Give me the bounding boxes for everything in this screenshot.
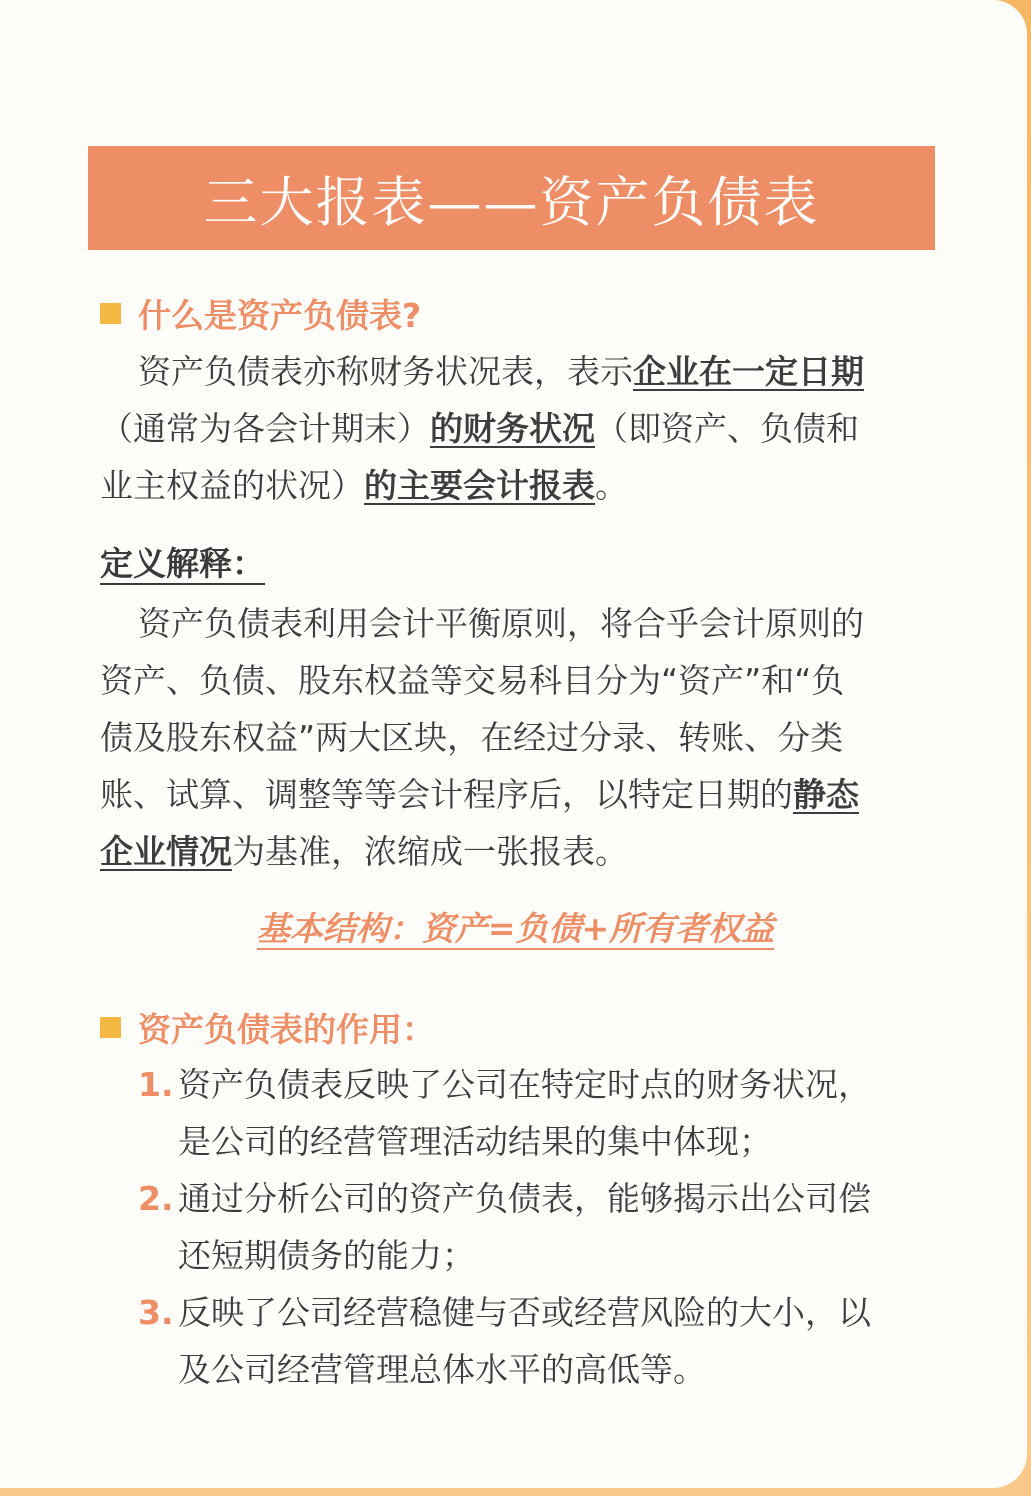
emphasis-text: 企业在一定日期 (633, 352, 864, 391)
section-heading-function (100, 1004, 435, 1051)
formula-text: 基本结构：资产=负债+所有者权益 (256, 909, 775, 948)
page-title: 三大报表——资产负债表 (203, 170, 820, 234)
text-run: 。 (595, 466, 628, 505)
paragraph-line (100, 457, 936, 514)
text-run: 反映了公司经营稳健与否或经营风险的大小，以 (178, 1293, 871, 1332)
square-bullet-icon (100, 1017, 121, 1038)
text-run: 还短期债务的能力； (178, 1236, 475, 1275)
list-item-text (178, 1170, 938, 1284)
list-item (138, 1284, 938, 1398)
emphasis-text: 企业情况 (100, 832, 232, 871)
list-number: 1. (138, 1065, 174, 1104)
section-heading-text: 什么是资产负债表? (138, 296, 422, 335)
list-item-text (178, 1284, 938, 1398)
definition-paragraph (100, 343, 936, 514)
definition-heading: 定义解释： (100, 544, 265, 583)
text-run: 为基准，浓缩成一张报表。 (232, 832, 628, 871)
list-item (138, 1170, 938, 1284)
title-banner (88, 146, 935, 250)
section-heading-text: 资产负债表的作用： (138, 1010, 435, 1049)
list-item-text (178, 1056, 938, 1170)
text-run: 是公司的经营管理活动结果的集中体现； (178, 1122, 772, 1161)
explanation-paragraph (100, 595, 936, 880)
emphasis-text: 的财务状况 (430, 409, 595, 448)
text-run: 账、试算、调整等等会计程序后，以特定日期的 (100, 775, 793, 814)
section-heading-what-is (100, 290, 421, 337)
paragraph-line: 资产负债表利用会计平衡原则，将合乎会计原则的 (138, 604, 864, 643)
paragraph-line: 债及股东权益”两大区块，在经过分录、转账、分类 (100, 718, 844, 757)
basic-structure-formula (0, 903, 1031, 950)
emphasis-text: 静态 (793, 775, 859, 814)
paragraph-line (100, 343, 936, 400)
text-run: 业主权益的状况） (100, 466, 364, 505)
emphasis-text: 的主要会计报表 (364, 466, 595, 505)
paragraph-line: 资产、负债、股东权益等交易科目分为“资产”和“负 (100, 661, 845, 700)
function-list (138, 1056, 938, 1398)
text-run: 资产负债表反映了公司在特定时点的财务状况， (178, 1065, 871, 1104)
list-item (138, 1056, 938, 1170)
text-run: 资产负债表亦称财务状况表，表示 (138, 352, 633, 391)
paragraph-line (100, 766, 936, 823)
paragraph-line (100, 823, 936, 880)
text-run: 及公司经营管理总体水平的高低等。 (178, 1350, 706, 1389)
paragraph-line (100, 400, 936, 457)
text-run: 通过分析公司的资产负债表，能够揭示出公司偿 (178, 1179, 871, 1218)
square-bullet-icon (100, 303, 121, 324)
list-number: 2. (138, 1179, 174, 1218)
text-run: （通常为各会计期末） (100, 409, 430, 448)
list-number: 3. (138, 1293, 174, 1332)
text-run: （即资产、负债和 (595, 409, 859, 448)
